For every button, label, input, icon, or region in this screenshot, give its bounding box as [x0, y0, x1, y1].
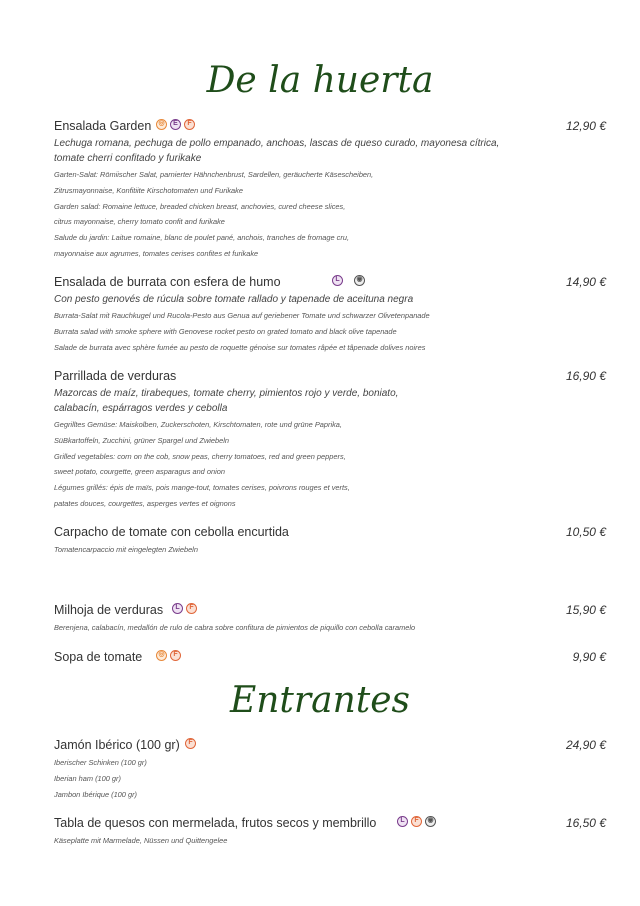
item-translation: Légumes grillés: épis de maïs, pois mange-tout, tomates cerises, poivrons rouges et verts,: [54, 483, 350, 492]
item-name: Ensalada de burrata con esfera de humo: [54, 275, 281, 289]
item-translation: Zitrusmayonnaise, Konfitiite Kirschotomaten und Furikake: [54, 186, 243, 195]
item-translation: Jambon Ibérique (100 gr): [54, 790, 137, 799]
item-translation: Grilled vegetables: corn on the cob, snow peas, cherry tomatoes, red and green peppers,: [54, 452, 346, 461]
celery-icon: ◎: [156, 650, 167, 661]
item-translation: patates douces, courgettes, asperges vertes et oignons: [54, 499, 236, 508]
item-description: Mazorcas de maíz, tirabeques, tomate cherry, pimientos rojo y verde, boniato,: [54, 388, 399, 399]
milk-icon: L: [397, 816, 408, 827]
fish-icon: F: [184, 119, 195, 130]
item-name: Carpacho de tomate con cebolla encurtida: [54, 525, 289, 539]
item-description: tomate cherri confitado y furikake: [54, 153, 202, 164]
item-translation: SüBkartoffeln, Zucchini, grüner Spargel und Zwiebeln: [54, 436, 230, 445]
item-translation: Garten-Salat: Römiischer Salat, parnierter Hähnchenbrust, Sardellen, geräucherte Käsescheiben,: [54, 170, 374, 179]
section-title-entrantes: Entrantes: [229, 680, 411, 721]
milk-icon: L: [332, 275, 343, 286]
item-description: Lechuga romana, pechuga de pollo empanado, anchoas, lascas de queso curado, mayonesa cítrica,: [54, 138, 500, 149]
item-translation: sweet potato, courgette, green asparagus and onion: [54, 467, 225, 476]
item-translation: Burrata-Salat mit Rauchkugel und Rucola-Pesto aus Genua auf geriebener Tomate und schwarzer Olivetenpanade: [54, 311, 430, 320]
item-name: Parrillada de verduras: [54, 369, 177, 383]
allergen-badges: [172, 603, 197, 614]
section-title-huerta: De la huerta: [206, 60, 434, 101]
item-description: calabacín, espárragos verdes y cebolla: [54, 403, 228, 414]
item-translation: Salude du jardin: Laitue romaine, blanc de poulet pané, anchois, tranches de fromage cru,: [54, 233, 349, 242]
item-translation: Iberischer Schinken (100 gr): [54, 758, 147, 767]
allergen-badges: [397, 816, 436, 827]
fish-icon: F: [186, 603, 197, 614]
nuts-icon: ◉: [425, 816, 436, 827]
item-price: 10,50 €: [565, 525, 606, 539]
item-translation: Garden salad: Romaine lettuce, breaded chicken breast, anchovies, cured cheese slices,: [54, 202, 346, 211]
fish-icon: F: [185, 738, 196, 749]
item-description: Con pesto genovés de rúcula sobre tomate rallado y tapenade de aceituna negra: [54, 294, 414, 305]
item-price: 15,90 €: [565, 603, 606, 617]
item-translation: Iberian ham (100 gr): [54, 774, 121, 783]
item-translation: Tomatencarpaccio mit eingelegten Zwiebeln: [54, 545, 198, 554]
allergen-badges: [156, 119, 195, 130]
item-translation: Burrata salad with smoke sphere with Genovese rocket pesto on grated tomato and black olive tapenade: [54, 327, 397, 336]
item-name: Tabla de quesos con mermelada, frutos secos y membrillo: [54, 816, 377, 830]
celery-icon: ◎: [156, 119, 167, 130]
item-price: 9,90 €: [572, 650, 606, 664]
item-name: Ensalada Garden: [54, 119, 152, 133]
item-name: Sopa de tomate: [54, 650, 143, 664]
item-translation: mayonnaise aux agrumes, tomates cerises confites et furikake: [54, 249, 259, 258]
item-translation: Käseplatte mit Marmelade, Nüssen und Quittengelee: [54, 836, 228, 845]
fish-icon: F: [170, 650, 181, 661]
item-price: 16,50 €: [565, 816, 606, 830]
item-translation: Gegrilltes Gemüse: Maiskolben, Zuckerschoten, Kirschtomaten, rote und grüne Paprika,: [54, 420, 342, 429]
allergen-badges: [156, 650, 181, 661]
item-translation: citrus mayonnaise, cherry tomato confit and furikake: [54, 217, 225, 226]
item-price: 16,90 €: [565, 369, 606, 383]
nuts-icon: ◉: [354, 275, 365, 286]
item-translation: Berenjena, calabacín, medallón de rulo de cabra sobre confitura de pimientos de piquillo con cebolla caramelo: [54, 623, 416, 632]
item-name: Jamón Ibérico (100 gr): [54, 738, 180, 752]
fish-icon: F: [411, 816, 422, 827]
item-price: 24,90 €: [565, 738, 606, 752]
item-price: 12,90 €: [565, 119, 606, 133]
item-price: 14,90 €: [565, 275, 606, 289]
egg-icon: E: [170, 119, 181, 130]
item-name: Milhoja de verduras: [54, 603, 164, 617]
allergen-badges: [332, 275, 365, 286]
allergen-badges: [185, 738, 196, 749]
item-translation: Salade de burrata avec sphère fumée au pesto de roquette génoise sur tomates râpée et tâpenade dolives noires: [54, 343, 426, 352]
milk-icon: L: [172, 603, 183, 614]
